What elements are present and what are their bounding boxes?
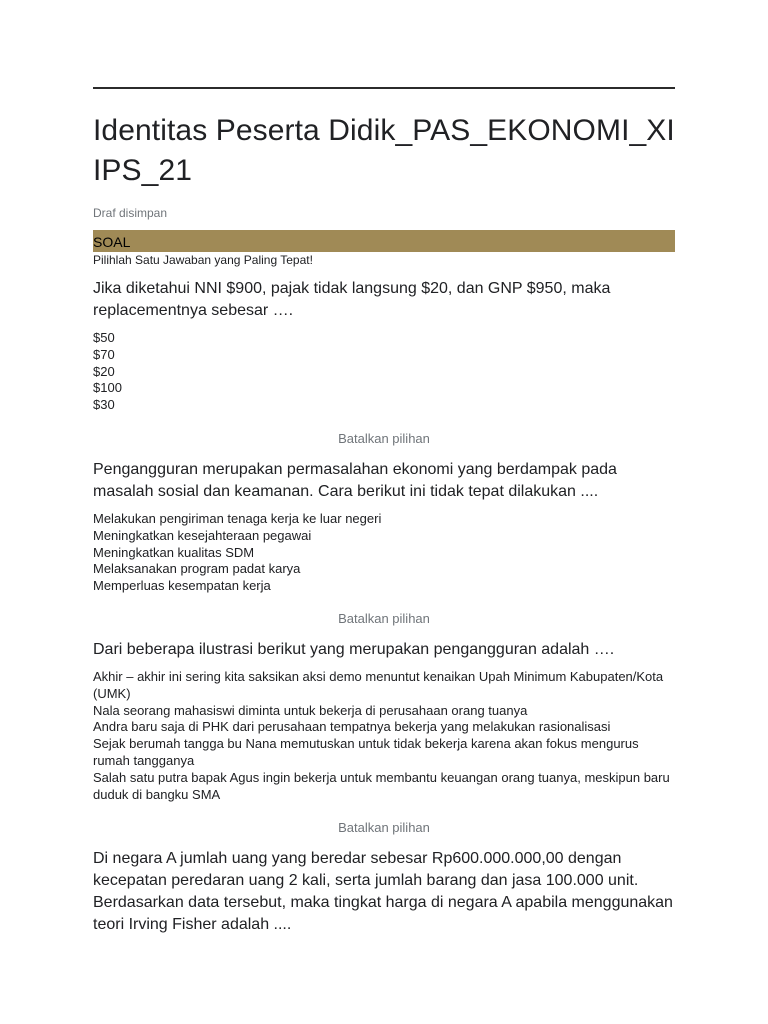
option[interactable]: $100 [93,380,122,396]
question-text: Dari beberapa ilustrasi berikut yang merupakan pengangguran adalah …. [93,641,615,658]
question-4 [93,848,675,936]
option[interactable]: Sejak berumah tangga bu Nana memutuskan untuk tidak bekerja karena akan fokus mengurus rumah tangganya [93,736,639,768]
question-text: Pengangguran merupakan permasalahan ekonomi yang berdampak pada masalah sosial dan keamanan. Cara berikut ini tidak tepat dilakukan .... [93,461,617,500]
clear-choice-button[interactable]: Batalkan pilihan [338,820,430,835]
option[interactable]: $30 [93,397,115,413]
option[interactable]: Salah satu putra bapak Agus ingin bekerja untuk membantu keuangan orang tuanya, meskipun baru duduk di bangku SMA [93,769,670,802]
option[interactable]: Andra baru saja di PHK dari perusahaan tempatnya bekerja yang melakukan rasionalisasi [93,719,611,735]
options-list [93,330,675,414]
question-text: Jika diketahui NNI $900, pajak tidak langsung $20, dan GNP $950, maka replacementnya sebesar …. [93,280,611,319]
option[interactable]: $20 [93,363,115,379]
option[interactable]: Memperluas kesempatan kerja [93,578,271,594]
option[interactable]: $70 [93,346,115,362]
form-title: Identitas Peserta Didik_PAS_EKONOMI_XI IPS_21 [93,114,675,187]
question-1 [93,278,675,414]
option[interactable]: Meningkatkan kesejahteraan pegawai [93,527,312,543]
section-title: SOAL [93,234,131,250]
option[interactable]: Akhir – akhir ini sering kita saksikan aksi demo menuntut kenaikan Upah Minimum Kabupaten/Kota (UMK) [93,669,664,701]
question-2 [93,459,675,595]
options-list [93,511,675,595]
section-header [93,230,675,252]
option[interactable]: $50 [93,330,115,345]
clear-choice-button[interactable]: Batalkan pilihan [338,431,430,446]
top-divider [93,87,675,89]
options-list [93,669,675,803]
clear-choice-button[interactable]: Batalkan pilihan [338,611,430,626]
draft-status: Draf disimpan [93,206,168,220]
question-text: Di negara A jumlah uang yang beredar sebesar Rp600.000.000,00 dengan kecepatan peredaran uang 2 kali, serta jumlah barang dan jasa 100.000 unit. Berdasarkan data tersebut, maka tingkat harga di negara A apabila menggunakan teori Irving Fisher adalah .... [93,850,673,933]
option[interactable]: Nala seorang mahasiswi diminta untuk bekerja di perusahaan orang tuanya [93,702,528,718]
option[interactable]: Meningkatkan kualitas SDM [93,544,255,560]
option[interactable]: Melaksanakan program padat karya [93,561,301,577]
question-3 [93,639,675,803]
section-description: Pilihlah Satu Jawaban yang Paling Tepat! [93,253,313,267]
option[interactable]: Melakukan pengiriman tenaga kerja ke luar negeri [93,511,382,526]
